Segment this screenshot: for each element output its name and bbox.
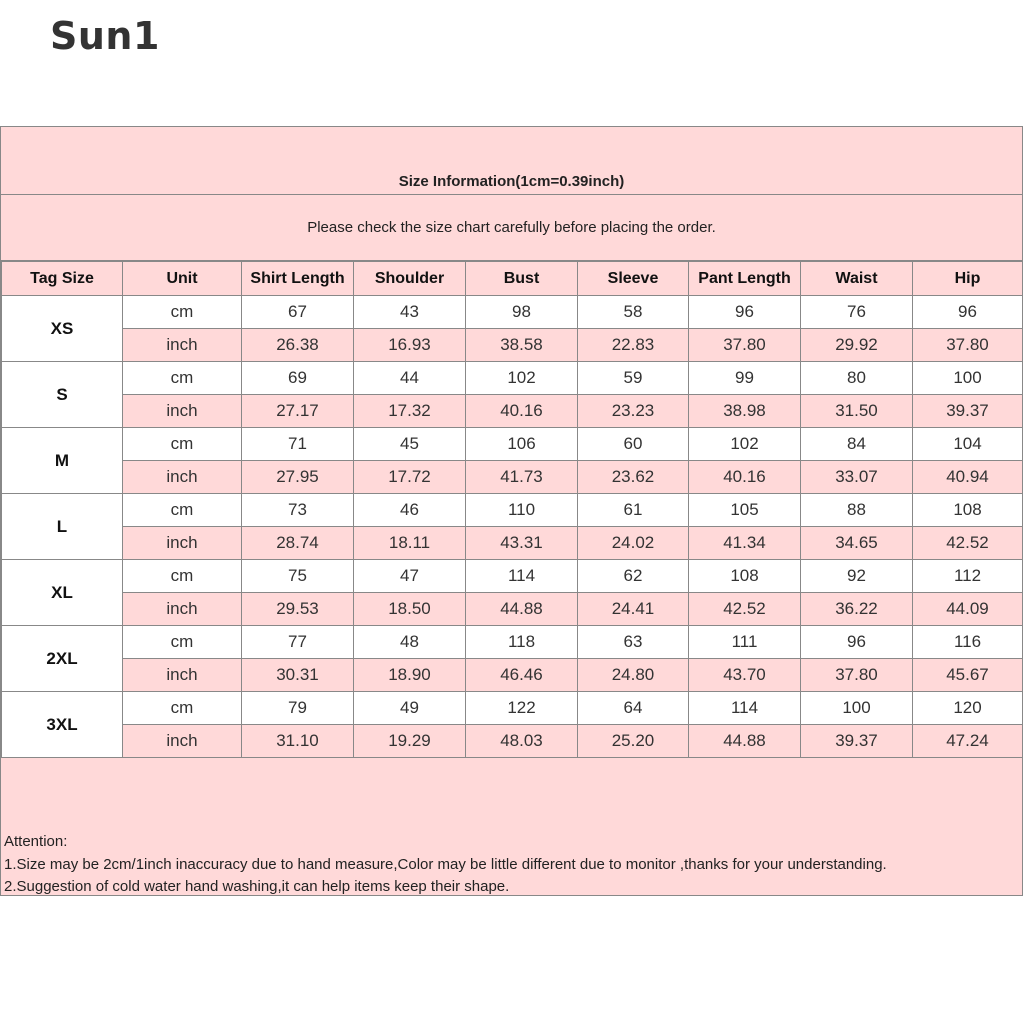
measurement-cell: 33.07 — [801, 461, 913, 494]
measurement-cell: 18.11 — [354, 527, 466, 560]
measurement-cell: 43.31 — [466, 527, 578, 560]
table-row — [2, 395, 1023, 428]
measurement-cell: 61 — [578, 494, 689, 527]
unit-cell: inch — [123, 593, 242, 626]
measurement-cell: 100 — [913, 362, 1023, 395]
tag-size-cell: L — [2, 494, 123, 560]
measurement-cell: 67 — [242, 296, 354, 329]
measurement-cell: 23.62 — [578, 461, 689, 494]
attention-note-2: 2.Suggestion of cold water hand washing,it can help items keep their shape. — [4, 878, 510, 895]
measurement-cell: 24.80 — [578, 659, 689, 692]
measurement-cell: 112 — [913, 560, 1023, 593]
table-row — [2, 494, 1023, 527]
measurement-cell: 42.52 — [689, 593, 801, 626]
tag-size-cell: M — [2, 428, 123, 494]
measurement-cell: 76 — [801, 296, 913, 329]
measurement-cell: 18.50 — [354, 593, 466, 626]
measurement-cell: 79 — [242, 692, 354, 725]
brand-logo-text: Sun1 — [50, 14, 160, 58]
unit-cell: inch — [123, 461, 242, 494]
measurement-cell: 34.65 — [801, 527, 913, 560]
measurement-cell: 49 — [354, 692, 466, 725]
measurement-cell: 69 — [242, 362, 354, 395]
attention-notes — [4, 831, 1022, 899]
measurement-cell: 36.22 — [801, 593, 913, 626]
measurement-cell: 114 — [466, 560, 578, 593]
measurement-cell: 104 — [913, 428, 1023, 461]
measurement-cell: 44.09 — [913, 593, 1023, 626]
table-row — [2, 725, 1023, 758]
attention-heading: Attention: — [4, 833, 68, 850]
measurement-cell: 22.83 — [578, 329, 689, 362]
measurement-cell: 39.37 — [801, 725, 913, 758]
measurement-cell: 48 — [354, 626, 466, 659]
table-row — [2, 527, 1023, 560]
measurement-cell: 62 — [578, 560, 689, 593]
unit-cell: cm — [123, 692, 242, 725]
table-row — [2, 626, 1023, 659]
unit-cell: cm — [123, 560, 242, 593]
measurement-cell: 27.95 — [242, 461, 354, 494]
measurement-cell: 40.16 — [466, 395, 578, 428]
size-chart-notice: Please check the size chart carefully before placing the order. — [307, 219, 716, 236]
unit-cell: inch — [123, 329, 242, 362]
header-waist: Waist — [801, 262, 913, 296]
measurement-cell: 106 — [466, 428, 578, 461]
table-row — [2, 329, 1023, 362]
measurement-cell: 31.50 — [801, 395, 913, 428]
measurement-cell: 31.10 — [242, 725, 354, 758]
header-unit: Unit — [123, 262, 242, 296]
header-tag-size: Tag Size — [2, 262, 123, 296]
measurement-cell: 44.88 — [689, 725, 801, 758]
measurement-cell: 73 — [242, 494, 354, 527]
measurement-cell: 84 — [801, 428, 913, 461]
measurement-cell: 114 — [689, 692, 801, 725]
measurement-cell: 122 — [466, 692, 578, 725]
measurement-cell: 92 — [801, 560, 913, 593]
measurement-cell: 29.92 — [801, 329, 913, 362]
unit-cell: cm — [123, 296, 242, 329]
measurement-cell: 98 — [466, 296, 578, 329]
measurement-cell: 46 — [354, 494, 466, 527]
unit-cell: cm — [123, 428, 242, 461]
header-sleeve: Sleeve — [578, 262, 689, 296]
measurement-cell: 27.17 — [242, 395, 354, 428]
measurement-cell: 77 — [242, 626, 354, 659]
measurement-cell: 39.37 — [913, 395, 1023, 428]
measurement-cell: 45.67 — [913, 659, 1023, 692]
measurement-cell: 37.80 — [913, 329, 1023, 362]
measurement-cell: 118 — [466, 626, 578, 659]
measurement-cell: 80 — [801, 362, 913, 395]
measurement-cell: 75 — [242, 560, 354, 593]
table-header-row — [2, 262, 1023, 296]
header-bust: Bust — [466, 262, 578, 296]
size-chart-notice-row — [1, 195, 1022, 261]
measurement-cell: 25.20 — [578, 725, 689, 758]
header-shirt-length: Shirt Length — [242, 262, 354, 296]
tag-size-cell: XL — [2, 560, 123, 626]
tag-size-cell: 3XL — [2, 692, 123, 758]
measurement-cell: 44 — [354, 362, 466, 395]
measurement-cell: 59 — [578, 362, 689, 395]
size-chart-title: Size Information(1cm=0.39inch) — [398, 173, 625, 190]
table-row — [2, 560, 1023, 593]
header-pant-length: Pant Length — [689, 262, 801, 296]
measurement-cell: 38.58 — [466, 329, 578, 362]
measurement-cell: 40.94 — [913, 461, 1023, 494]
measurement-cell: 17.32 — [354, 395, 466, 428]
tag-size-cell: 2XL — [2, 626, 123, 692]
measurement-cell: 37.80 — [689, 329, 801, 362]
unit-cell: cm — [123, 626, 242, 659]
measurement-cell: 45 — [354, 428, 466, 461]
table-row — [2, 692, 1023, 725]
measurement-cell: 110 — [466, 494, 578, 527]
table-row — [2, 593, 1023, 626]
measurement-cell: 111 — [689, 626, 801, 659]
unit-cell: inch — [123, 725, 242, 758]
unit-cell: cm — [123, 362, 242, 395]
measurement-cell: 108 — [689, 560, 801, 593]
unit-cell: inch — [123, 659, 242, 692]
table-row — [2, 659, 1023, 692]
attention-note-1: 1.Size may be 2cm/1inch inaccuracy due to hand measure,Color may be little different due to monitor ,thanks for your understanding. — [4, 855, 887, 873]
measurement-cell: 18.90 — [354, 659, 466, 692]
size-table-body — [2, 296, 1023, 758]
measurement-cell: 38.98 — [689, 395, 801, 428]
measurement-cell: 47 — [354, 560, 466, 593]
measurement-cell: 37.80 — [801, 659, 913, 692]
measurement-cell: 23.23 — [578, 395, 689, 428]
measurement-cell: 108 — [913, 494, 1023, 527]
measurement-cell: 64 — [578, 692, 689, 725]
measurement-cell: 60 — [578, 428, 689, 461]
measurement-cell: 47.24 — [913, 725, 1023, 758]
measurement-cell: 42.52 — [913, 527, 1023, 560]
measurement-cell: 88 — [801, 494, 913, 527]
measurement-cell: 44.88 — [466, 593, 578, 626]
measurement-cell: 17.72 — [354, 461, 466, 494]
measurement-cell: 116 — [913, 626, 1023, 659]
measurement-cell: 96 — [689, 296, 801, 329]
table-row — [2, 296, 1023, 329]
unit-cell: cm — [123, 494, 242, 527]
header-hip: Hip — [913, 262, 1023, 296]
measurement-cell: 120 — [913, 692, 1023, 725]
measurement-cell: 105 — [689, 494, 801, 527]
measurement-cell: 29.53 — [242, 593, 354, 626]
measurement-cell: 96 — [801, 626, 913, 659]
measurement-cell: 102 — [689, 428, 801, 461]
size-chart-title-row — [1, 127, 1022, 195]
table-row — [2, 362, 1023, 395]
measurement-cell: 43.70 — [689, 659, 801, 692]
measurement-cell: 71 — [242, 428, 354, 461]
measurement-cell: 48.03 — [466, 725, 578, 758]
measurement-cell: 19.29 — [354, 725, 466, 758]
measurement-cell: 26.38 — [242, 329, 354, 362]
measurement-cell: 100 — [801, 692, 913, 725]
measurement-cell: 43 — [354, 296, 466, 329]
measurement-cell: 58 — [578, 296, 689, 329]
measurement-cell: 41.73 — [466, 461, 578, 494]
tag-size-cell: XS — [2, 296, 123, 362]
measurement-cell: 99 — [689, 362, 801, 395]
measurement-cell: 41.34 — [689, 527, 801, 560]
header-shoulder: Shoulder — [354, 262, 466, 296]
tag-size-cell: S — [2, 362, 123, 428]
measurement-cell: 63 — [578, 626, 689, 659]
measurement-cell: 28.74 — [242, 527, 354, 560]
measurement-cell: 16.93 — [354, 329, 466, 362]
measurement-cell: 40.16 — [689, 461, 801, 494]
size-table — [1, 261, 1023, 758]
measurement-cell: 96 — [913, 296, 1023, 329]
table-row — [2, 461, 1023, 494]
table-row — [2, 428, 1023, 461]
measurement-cell: 102 — [466, 362, 578, 395]
measurement-cell: 30.31 — [242, 659, 354, 692]
measurement-cell: 24.41 — [578, 593, 689, 626]
size-chart — [0, 126, 1023, 896]
unit-cell: inch — [123, 395, 242, 428]
measurement-cell: 24.02 — [578, 527, 689, 560]
measurement-cell: 46.46 — [466, 659, 578, 692]
unit-cell: inch — [123, 527, 242, 560]
